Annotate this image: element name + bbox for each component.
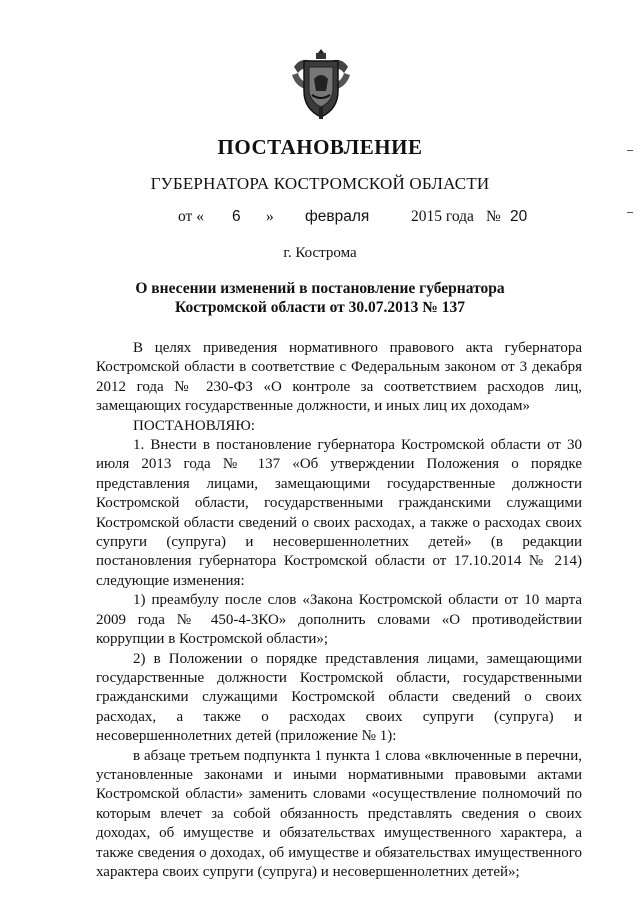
document-body: [96, 339, 582, 882]
amendment-paragraph: в абзаце третьем подпункта 1 пункта 1 слова «включенные в перечни, установленные законами и иными нормативными правовыми актами Костромской области» заменить словами «осуществление полномочий по которым влечет за собой обязанность представлять сведения о своих доходах, об имуществе и обязательствах имущественного характера, а также сведения о доходах, об имуществе и обязательствах имущественного характера своих супруги (супруга) и несовершеннолетних детей»;: [96, 747, 582, 880]
document-number: 20: [510, 208, 528, 225]
date-close-quote: »: [266, 208, 274, 225]
date-number-line: [0, 208, 640, 232]
document-heading-line-1: О внесении изменений в постановление губернатора: [135, 280, 505, 297]
city-line: г. Кострома: [283, 245, 357, 261]
preamble-paragraph: В целях приведения нормативного правового акта губернатора Костромской области в соответствие с Федеральным законом от 3 декабря 2012 года № 230-ФЗ «О контроле за соответствием расходов лиц, замещающих государственные должности, и иных лиц их доходам»: [96, 340, 582, 415]
margin-mark: [627, 150, 633, 151]
subclause-1-paragraph: 1) преамбулу после слов «Закона Костромской области от 10 марта 2009 года № 450-4-ЗКО» дополнить словами «О противодействии коррупции в Костромской области»;: [96, 592, 582, 648]
resolution-word: ПОСТАНОВЛЯЮ:: [133, 417, 255, 434]
margin-mark: [627, 212, 633, 213]
date-prefix: от «: [178, 208, 204, 225]
date-month: февраля: [305, 208, 370, 225]
issuer-title: ГУБЕРНАТОРА КОСТРОМСКОЙ ОБЛАСТИ: [150, 174, 490, 193]
subclause-2-paragraph: 2) в Положении о порядке представления лицами, замещающими государственные должности Костромской области, государственными гражданскими служащими Костромской области сведений о своих расходах, а также о расходах своих супруги (супруга) и несовершеннолетних детей (приложение № 1):: [96, 650, 582, 745]
clause-1-paragraph: 1. Внести в постановление губернатора Костромской области от 30 июля 2013 года № 137 «Об утверждении Положения о порядке представления лицами, замещающими государственные должности Костромской области, государственными гражданскими служащими Костромской области сведений о своих расходах, а также о расходах своих супруги (супруга) и несовершеннолетних детей» (в редакции постановления губернатора Костромской области от 17.10.2014 № 214) следующие изменения:: [96, 437, 582, 589]
date-year: 2015 года: [411, 208, 474, 225]
date-day: 6: [232, 208, 241, 225]
number-sign: №: [486, 208, 501, 225]
coat-of-arms-emblem: [290, 45, 352, 123]
document-heading-line-2: Костромской области от 30.07.2013 № 137: [175, 299, 465, 316]
document-heading: [0, 279, 640, 317]
document-type-title: ПОСТАНОВЛЕНИЕ: [217, 135, 423, 159]
